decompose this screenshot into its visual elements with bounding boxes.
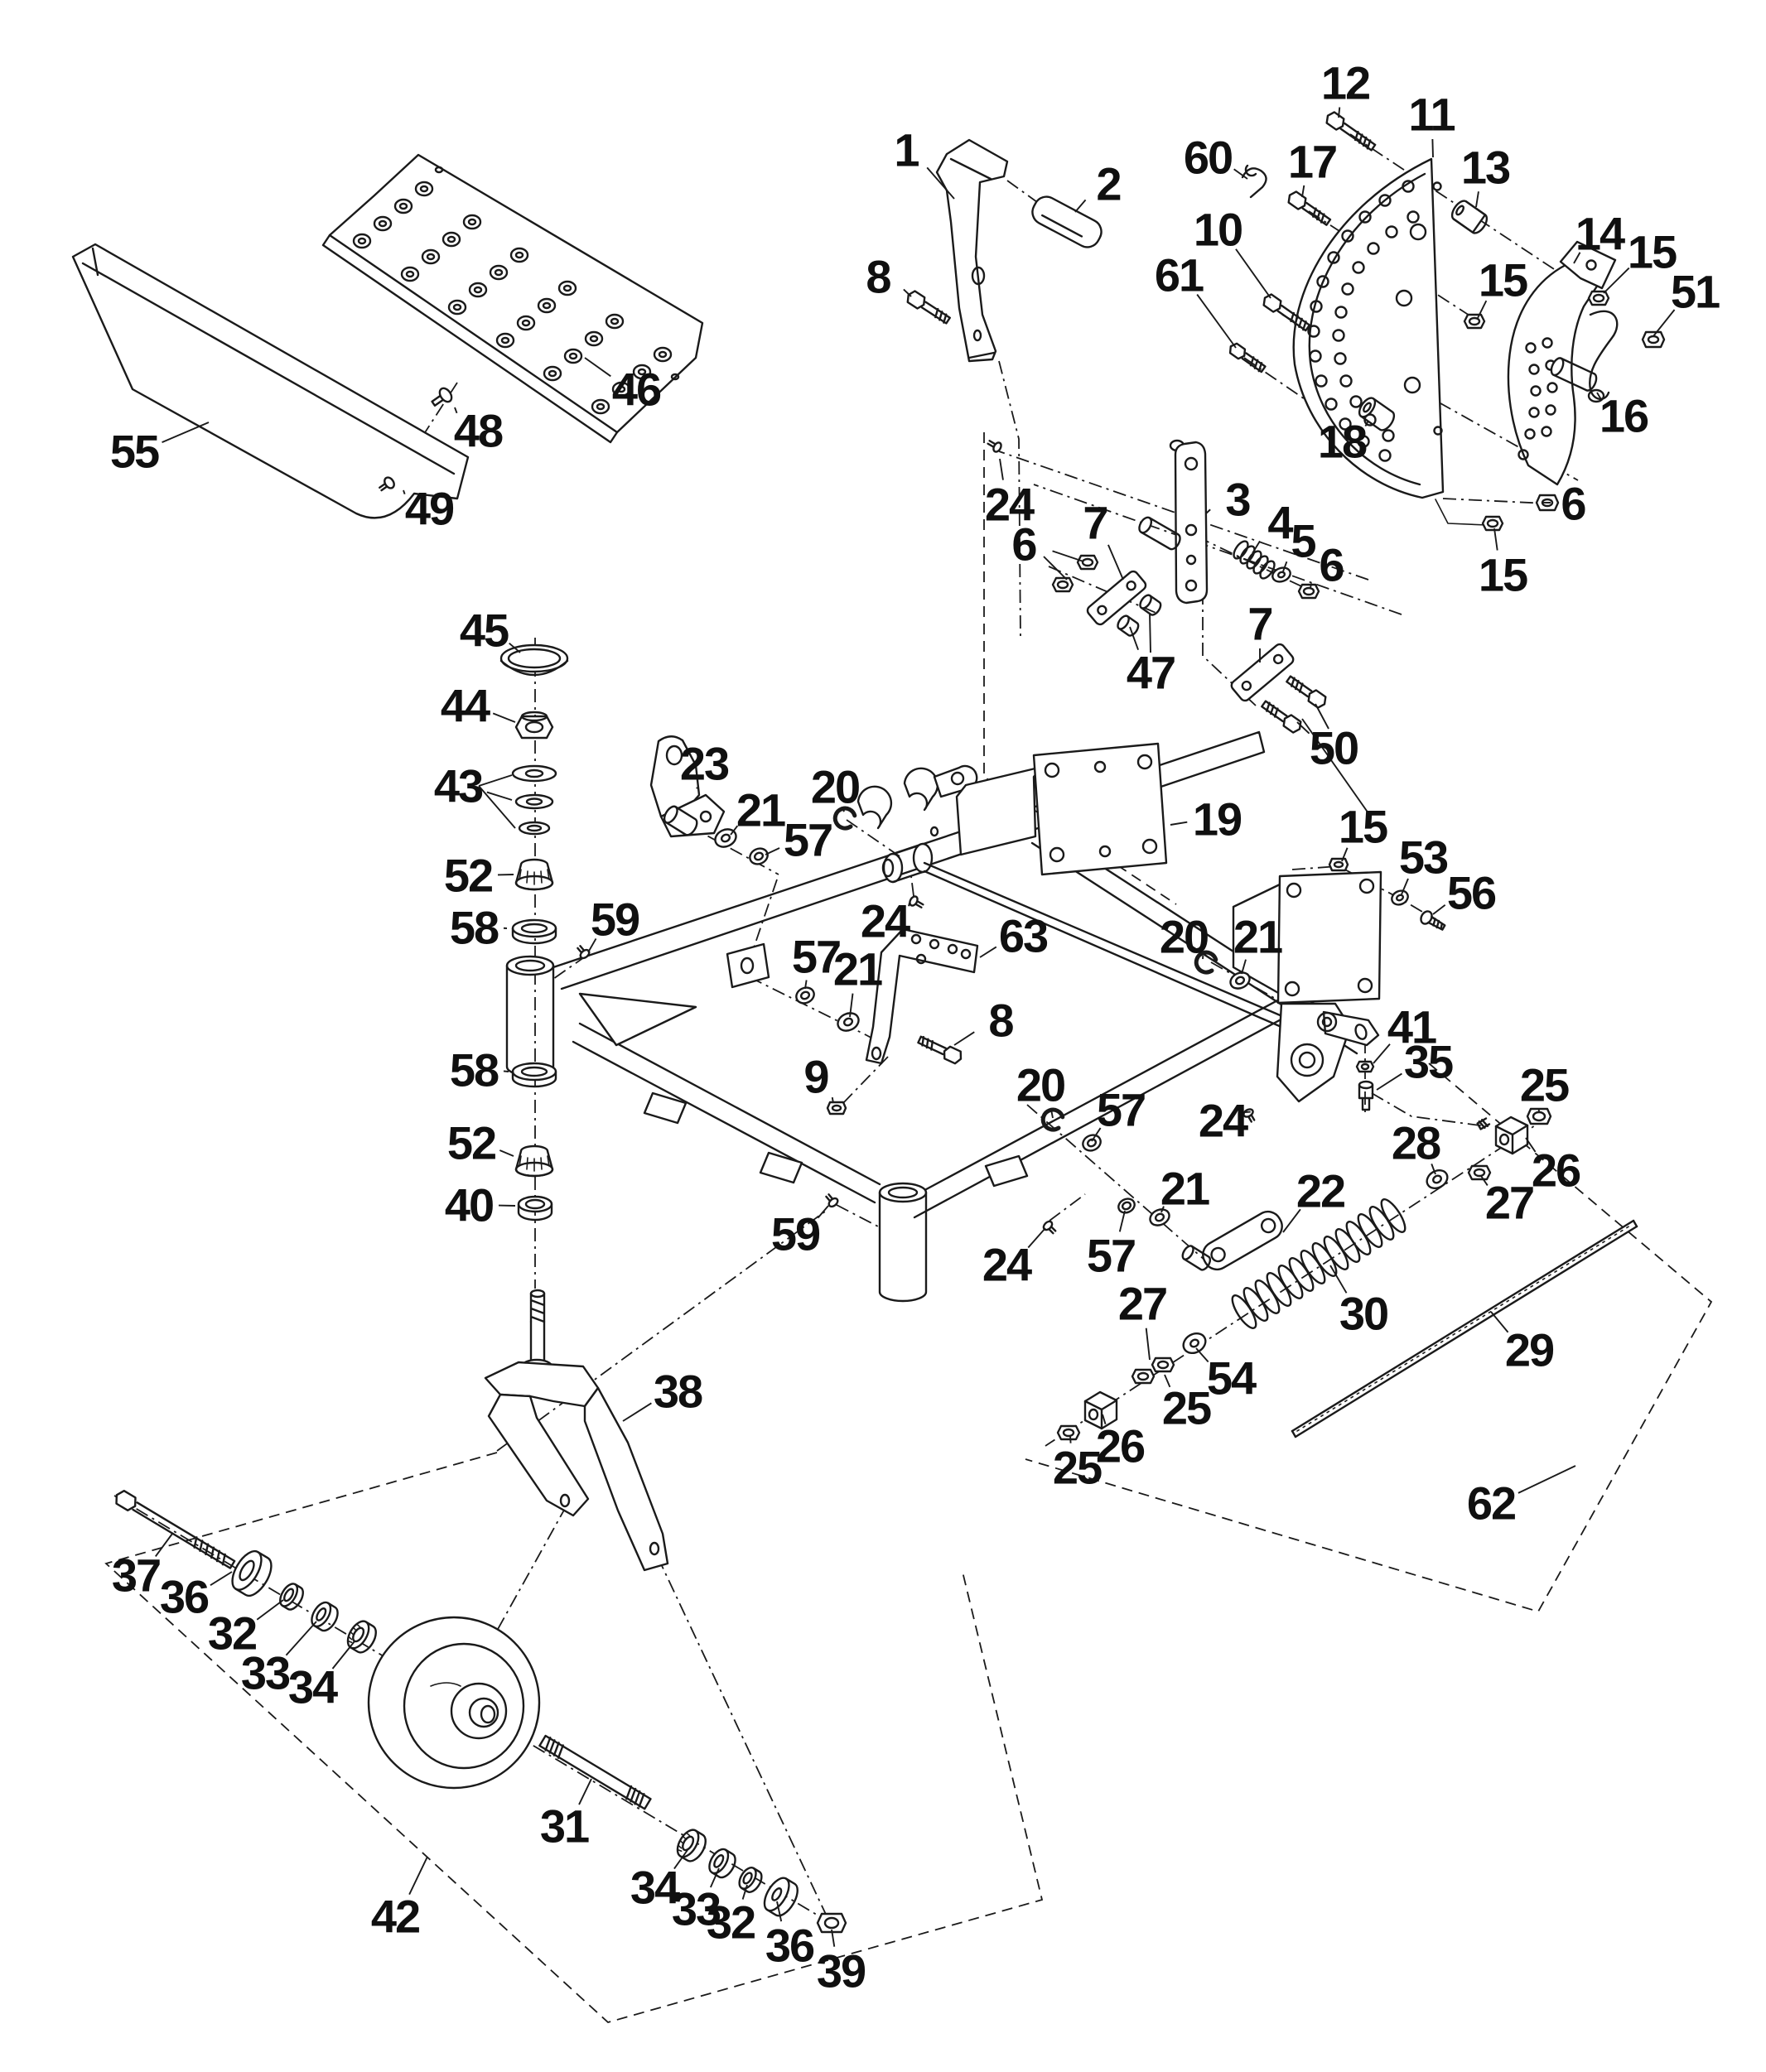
callout-62: 62 xyxy=(1466,1477,1516,1530)
part-bolt-8-b xyxy=(917,1034,964,1065)
callout-51: 51 xyxy=(1670,265,1720,318)
part-screw-24-d xyxy=(1042,1220,1058,1236)
callout-15: 15 xyxy=(1627,225,1677,278)
part-nut-15-b xyxy=(1464,315,1484,328)
callout-13: 13 xyxy=(1460,141,1510,194)
leader-line-6 xyxy=(1053,551,1083,561)
part-trunnion-26-a xyxy=(1477,1117,1527,1154)
part-washer-28 xyxy=(1424,1167,1451,1192)
callout-8: 8 xyxy=(866,250,890,303)
leader-line-6 xyxy=(1310,583,1311,588)
leader-line-10 xyxy=(1236,249,1271,298)
part-nut-41 xyxy=(1357,1062,1373,1072)
callout-21: 21 xyxy=(1160,1162,1209,1215)
callout-20: 20 xyxy=(1016,1058,1065,1111)
callout-24: 24 xyxy=(984,478,1034,531)
callout-11: 11 xyxy=(1408,88,1455,141)
part-spacer-36-a xyxy=(226,1546,277,1600)
callout-6: 6 xyxy=(1319,538,1344,591)
callout-18: 18 xyxy=(1317,415,1367,468)
callout-24: 24 xyxy=(1198,1094,1247,1147)
callout-57: 57 xyxy=(1096,1083,1146,1136)
part-nut-6-c1 xyxy=(1078,556,1098,569)
callout-26: 26 xyxy=(1095,1419,1145,1472)
callout-3: 3 xyxy=(1225,473,1250,526)
part-bolt-50-a xyxy=(1285,673,1329,710)
part-cap-45 xyxy=(501,645,567,675)
callout-58: 58 xyxy=(449,1043,499,1096)
callout-21: 21 xyxy=(736,783,785,836)
leader-line-24 xyxy=(1000,459,1003,480)
callout-10: 10 xyxy=(1193,203,1242,256)
leader-line-59 xyxy=(818,1206,828,1218)
part-spacer-47-b xyxy=(1116,614,1141,638)
part-washer-53 xyxy=(1390,889,1411,908)
callout-33: 33 xyxy=(240,1646,290,1699)
callout-57: 57 xyxy=(783,813,832,866)
leader-line-63 xyxy=(980,947,996,957)
callout-6: 6 xyxy=(1561,477,1585,530)
callout-34: 34 xyxy=(630,1861,679,1914)
leader-line-42 xyxy=(409,1857,427,1895)
part-bolt-8 xyxy=(905,289,952,325)
callout-27: 27 xyxy=(1117,1277,1167,1330)
part-grip-2 xyxy=(1028,192,1106,251)
leader-line-58 xyxy=(504,1071,509,1072)
part-caster-fork-38 xyxy=(485,1290,668,1570)
callout-45: 45 xyxy=(459,604,509,657)
callout-26: 26 xyxy=(1531,1144,1580,1197)
part-link-3 xyxy=(1136,441,1207,603)
callout-7: 7 xyxy=(1083,496,1107,549)
callout-24: 24 xyxy=(982,1238,1031,1291)
callout-47: 47 xyxy=(1126,646,1175,699)
part-bushing-57-a xyxy=(747,846,770,867)
callout-40: 40 xyxy=(444,1178,494,1231)
part-nut-15-a xyxy=(1589,292,1609,305)
callout-9: 9 xyxy=(803,1050,828,1103)
callout-layer xyxy=(110,57,1720,1997)
callout-25: 25 xyxy=(1161,1381,1211,1434)
leader-line-8 xyxy=(954,1032,974,1045)
part-spacer-13 xyxy=(1449,198,1489,235)
callout-33: 33 xyxy=(671,1882,721,1935)
callout-36: 36 xyxy=(159,1570,209,1623)
callout-25: 25 xyxy=(1519,1058,1569,1111)
part-axle-31 xyxy=(539,1735,651,1809)
callout-38: 38 xyxy=(653,1365,702,1418)
part-nut-51 xyxy=(1643,332,1664,347)
callout-55: 55 xyxy=(109,425,159,478)
part-nut-25-c xyxy=(1058,1426,1079,1439)
callout-22: 22 xyxy=(1296,1164,1345,1217)
callout-15: 15 xyxy=(1338,800,1387,853)
part-ring-40 xyxy=(519,1197,552,1220)
leader-line-55 xyxy=(162,422,209,442)
callout-23: 23 xyxy=(679,737,729,790)
callout-57: 57 xyxy=(1086,1229,1136,1282)
callout-53: 53 xyxy=(1398,831,1448,884)
leader-line-62 xyxy=(1518,1466,1575,1493)
callout-63: 63 xyxy=(998,909,1048,962)
callout-46: 46 xyxy=(611,363,661,416)
leader-line-35 xyxy=(1377,1073,1402,1090)
leader-line-32 xyxy=(257,1600,283,1620)
leader-line-24 xyxy=(909,903,910,906)
callout-32: 32 xyxy=(207,1607,257,1660)
callout-12: 12 xyxy=(1320,56,1370,109)
part-nut-15-c xyxy=(1483,517,1503,530)
leader-line-36 xyxy=(210,1572,232,1585)
callout-50: 50 xyxy=(1309,721,1358,774)
callout-14: 14 xyxy=(1575,207,1624,260)
leader-line-7 xyxy=(1108,545,1123,580)
callout-42: 42 xyxy=(370,1890,420,1943)
callout-48: 48 xyxy=(453,404,503,457)
callout-21: 21 xyxy=(1233,910,1282,963)
leader-line-24 xyxy=(1028,1228,1045,1247)
part-nut-6-c2 xyxy=(1053,578,1073,591)
callout-61: 61 xyxy=(1154,248,1204,301)
callout-27: 27 xyxy=(1484,1176,1534,1229)
leader-line-2 xyxy=(1075,200,1086,212)
callout-29: 29 xyxy=(1504,1323,1554,1376)
part-bolt-35 xyxy=(1359,1082,1373,1110)
part-bearing-34-b xyxy=(673,1826,710,1864)
callout-30: 30 xyxy=(1339,1287,1388,1340)
part-bushing-57-d xyxy=(1117,1197,1137,1216)
callout-15: 15 xyxy=(1478,548,1527,601)
callout-20: 20 xyxy=(1159,910,1209,963)
callout-5: 5 xyxy=(1291,514,1315,567)
callout-58: 58 xyxy=(449,901,499,954)
part-washer-54 xyxy=(1180,1329,1209,1356)
leader-line-9 xyxy=(832,1097,833,1103)
callout-4: 4 xyxy=(1267,496,1292,549)
part-hairpin-60 xyxy=(1242,166,1267,197)
part-wheel xyxy=(369,1617,539,1788)
part-link-22 xyxy=(1180,1207,1286,1274)
leader-line-11 xyxy=(1432,139,1433,157)
callout-21: 21 xyxy=(832,942,882,995)
part-bearing-52-b xyxy=(516,1146,552,1176)
callout-52: 52 xyxy=(446,1116,496,1169)
callout-36: 36 xyxy=(765,1919,814,1972)
callout-20: 20 xyxy=(810,760,860,813)
part-lever-1 xyxy=(937,140,1007,361)
callout-2: 2 xyxy=(1096,157,1121,210)
part-ring-58-a xyxy=(513,920,556,943)
callout-32: 32 xyxy=(706,1896,755,1949)
part-mount-plate-19 xyxy=(957,744,1166,875)
callout-8: 8 xyxy=(988,994,1013,1047)
callout-37: 37 xyxy=(111,1549,161,1602)
part-nut-9 xyxy=(828,1102,846,1114)
part-nut-25-b xyxy=(1152,1358,1174,1371)
leader-line-19 xyxy=(1170,822,1187,825)
callout-60: 60 xyxy=(1183,131,1233,184)
callout-54: 54 xyxy=(1206,1352,1256,1405)
part-ring-58-b xyxy=(513,1063,556,1087)
part-nut-27-b xyxy=(1132,1370,1154,1383)
callout-17: 17 xyxy=(1287,135,1337,188)
part-nut-44 xyxy=(516,712,552,738)
callout-52: 52 xyxy=(443,849,493,902)
leader-line-15 xyxy=(1494,528,1498,550)
callout-28: 28 xyxy=(1391,1116,1440,1169)
callout-43: 43 xyxy=(433,759,483,812)
callout-24: 24 xyxy=(860,894,910,947)
callout-19: 19 xyxy=(1192,793,1242,846)
callout-59: 59 xyxy=(590,893,639,946)
callout-25: 25 xyxy=(1052,1441,1102,1494)
leader-line-33 xyxy=(286,1621,316,1655)
part-nut-15-d xyxy=(1329,859,1348,870)
callout-1: 1 xyxy=(894,123,919,176)
part-nut-6-b xyxy=(1299,585,1319,598)
leader-line-13 xyxy=(1476,191,1479,207)
callout-39: 39 xyxy=(816,1944,866,1997)
callout-31: 31 xyxy=(539,1800,589,1853)
part-cup-36-b xyxy=(760,1874,803,1920)
part-bearing-52-a xyxy=(516,860,552,889)
part-nut-39 xyxy=(818,1914,846,1932)
part-screw-56 xyxy=(1419,909,1447,933)
callout-35: 35 xyxy=(1403,1035,1453,1088)
callout-49: 49 xyxy=(404,482,454,535)
callout-41: 41 xyxy=(1387,1000,1436,1053)
callout-34: 34 xyxy=(287,1660,337,1713)
part-washer-21-b xyxy=(835,1009,861,1034)
callout-57: 57 xyxy=(791,930,841,983)
callout-59: 59 xyxy=(770,1207,820,1260)
part-screw-24-b xyxy=(909,895,925,910)
leader-line-27 xyxy=(1146,1328,1150,1360)
callout-15: 15 xyxy=(1478,253,1527,306)
leader-line-38 xyxy=(623,1403,651,1421)
leader-line-56 xyxy=(1433,905,1445,914)
part-screw-24-a xyxy=(987,438,1003,453)
callout-44: 44 xyxy=(440,679,490,732)
part-washers-43 xyxy=(513,766,556,834)
callout-16: 16 xyxy=(1599,389,1648,442)
callout-6: 6 xyxy=(1011,518,1036,571)
part-plate-7-b xyxy=(1229,643,1295,703)
leader-line-44 xyxy=(493,713,515,722)
part-bolt-50-b xyxy=(1260,698,1304,735)
callout-56: 56 xyxy=(1446,866,1496,919)
part-plate-7-a xyxy=(1086,570,1148,627)
leader-line-61 xyxy=(1197,295,1236,348)
leader-line-52 xyxy=(499,1150,514,1156)
callout-7: 7 xyxy=(1247,597,1272,650)
